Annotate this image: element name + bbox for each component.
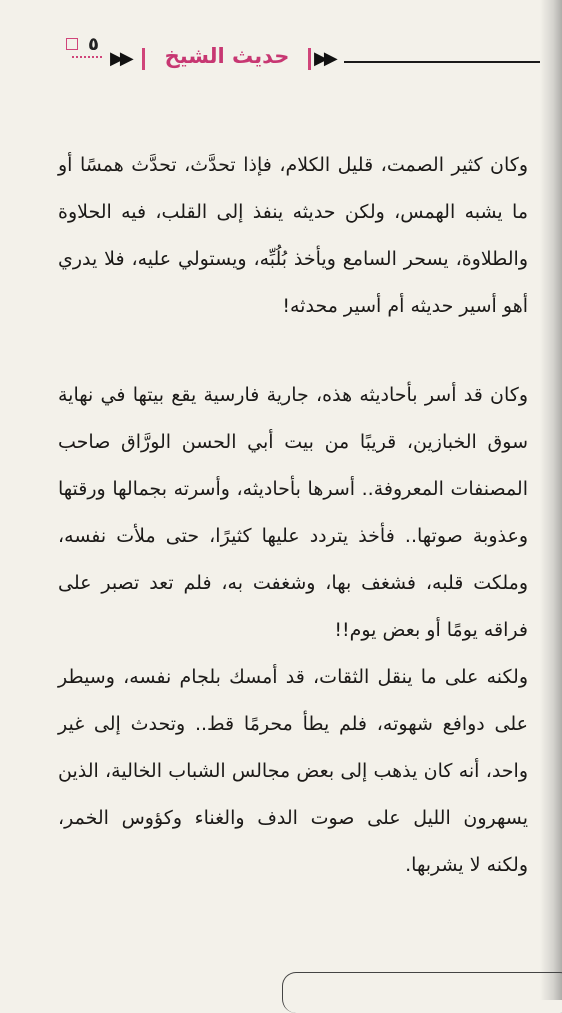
footer-frame [282, 972, 562, 1013]
page-number: ٥ [88, 34, 99, 55]
paragraph: وكان كثير الصمت، قليل الكلام، فإذا تحدَّث، تحدَّث همسًا أو ما يشبه الهمس، ولكن حديثه ينفذ إلى القلب، فيه الحلاوة والطلاوة، يسحر السامع ويأخذ بُلُبِّه، ويستولي عليه، فلا يدري أهو أسير حديثه أم أسير محدثه! [58, 154, 528, 317]
body-text [58, 142, 528, 889]
dotted-ornament [72, 56, 102, 58]
double-arrow-icon: ▶▶ [110, 48, 130, 69]
running-header [62, 34, 542, 84]
chapter-title: حديث الشيخ [164, 44, 290, 68]
paragraph: ولكنه على ما ينقل الثقات، قد أمسك بلجام نفسه، وسيطر على دوافع شهوته، فلم يطأ محرمًا قط.. وتحدث إلى غير واحد، أنه كان يذهب إلى بعض مجالس الشباب الخالية، الذين يسهرون الليل على صوت الدف والغناء وكؤوس الخمر، ولكنه لا يشربها. [58, 666, 528, 876]
paragraph: وكان قد أسر بأحاديثه هذه، جارية فارسية يقع بيتها في نهاية سوق الخبازين، قريبًا من بيت أبي الحسن الورَّاق صاحب المصنفات المعروفة.. أسرها بأحاديثه، وأسرته بجمالها ورقتها وعذوبة صوتها.. فأخذ يتردد عليها كثيرًا، حتى ملأت نفسه، وملكت قلبه، فشغف بها، وشغفت به، فلم تعد تصبر على فراقه يومًا أو بعض يوم!! [58, 384, 528, 641]
title-right-bar [308, 48, 311, 70]
corner-ornament [66, 38, 78, 50]
header-rule [344, 61, 540, 63]
double-arrow-icon: ▶▶ [314, 48, 334, 69]
page-edge-shadow [540, 0, 562, 1000]
title-left-bar [142, 48, 145, 70]
